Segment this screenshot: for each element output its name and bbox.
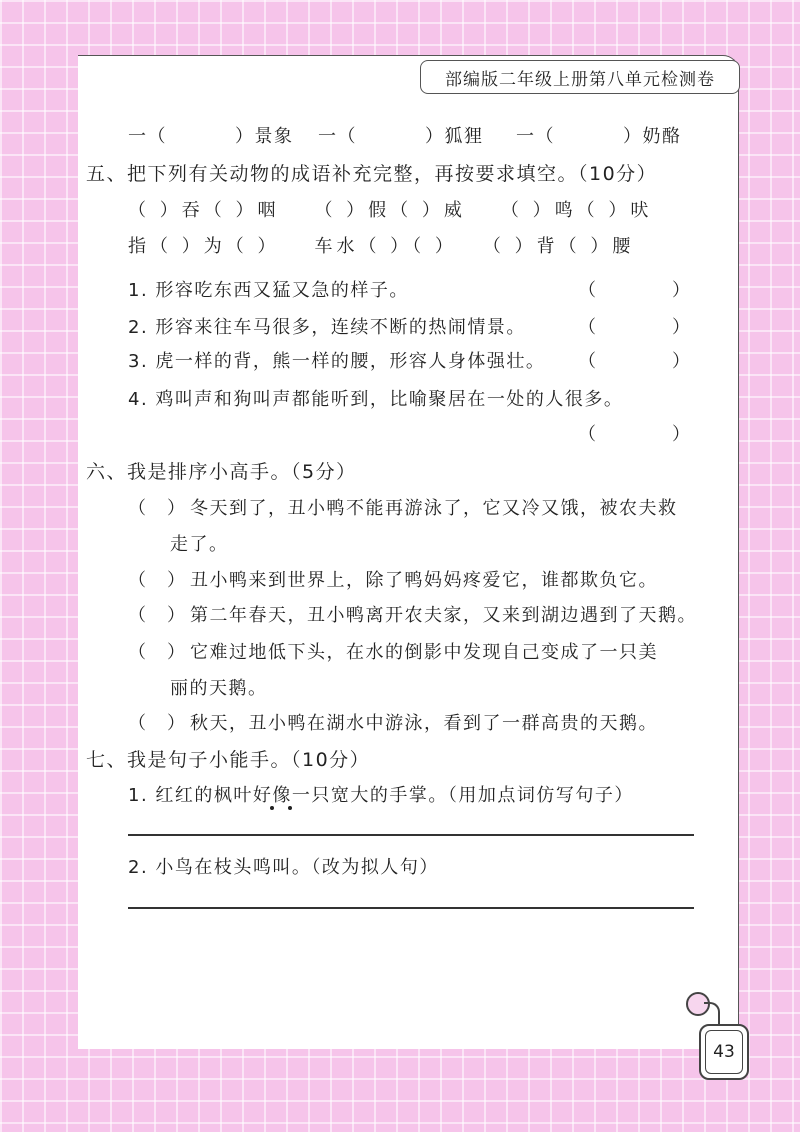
section5-item-2: 2. 形容来往车马很多，连续不断的热闹情景。 (128, 317, 526, 338)
emphasis-dot-2 (288, 806, 292, 810)
page-number-badge (699, 1024, 749, 1080)
answer-paren-open-3[interactable]: （ (578, 351, 596, 372)
order-item-4-cont: 丽的天鹅。 (170, 678, 268, 699)
section6-title: 六、我是排序小高手。（5分） (86, 461, 357, 483)
answer-paren-close-1[interactable]: ） (672, 280, 690, 301)
prev-line-item-2: 一（ ）狐狸 (318, 126, 484, 147)
answer-paren-close-4[interactable]: ） (672, 424, 690, 445)
order-paren-2[interactable]: （ ） (128, 570, 187, 591)
answer-paren-open-4[interactable]: （ (578, 424, 596, 445)
idiom-row-2[interactable]: 指（ ）为（ ） 车水（ ）（ ） （ ）背（ ）腰 (128, 236, 635, 257)
sentence-task-1: 1. 红红的枫叶好像一只宽大的手掌。（用加点词仿写句子） (128, 785, 634, 806)
section5-item-1: 1. 形容吃东西又猛又急的样子。 (128, 280, 409, 301)
order-paren-1[interactable]: （ ） (128, 498, 187, 519)
answer-paren-open-1[interactable]: （ (578, 280, 596, 301)
section5-title: 五、把下列有关动物的成语补充完整，再按要求填空。（10分） (86, 163, 658, 185)
answer-line-1[interactable] (128, 834, 694, 836)
answer-line-2[interactable] (128, 907, 694, 909)
prev-line-item-1: 一（ ）景象 (128, 126, 294, 147)
prev-line-item-3: 一（ ）奶酪 (516, 126, 682, 147)
worksheet-header: 部编版二年级上册第八单元检测卷 (420, 60, 740, 94)
order-paren-3[interactable]: （ ） (128, 605, 187, 626)
order-item-4: 它难过地低下头，在水的倒影中发现自己变成了一只美 (190, 642, 658, 663)
order-paren-4[interactable]: （ ） (128, 642, 187, 663)
order-item-1: 冬天到了，丑小鸭不能再游泳了，它又冷又饿，被农夫救 (190, 498, 678, 519)
answer-paren-close-3[interactable]: ） (672, 351, 690, 372)
section5-item-4: 4. 鸡叫声和狗叫声都能听到，比喻聚居在一处的人很多。 (128, 389, 624, 410)
order-item-2: 丑小鸭来到世界上，除了鸭妈妈疼爱它，谁都欺负它。 (190, 570, 658, 591)
answer-paren-open-2[interactable]: （ (578, 317, 596, 338)
page-number: 43 (713, 1042, 735, 1062)
order-item-3: 第二年春天，丑小鸭离开农夫家，又来到湖边遇到了天鹅。 (190, 605, 697, 626)
answer-paren-close-2[interactable]: ） (672, 317, 690, 338)
idiom-row-1[interactable]: （ ）吞（ ）咽 （ ）假（ ）威 （ ）鸣（ ）吠 (128, 200, 653, 221)
emphasis-dot-1 (270, 806, 274, 810)
order-item-1-cont: 走了。 (170, 534, 229, 555)
section5-item-3: 3. 虎一样的背，熊一样的腰，形容人身体强壮。 (128, 351, 546, 372)
order-item-5: 秋天，丑小鸭在湖水中游泳，看到了一群高贵的天鹅。 (190, 713, 658, 734)
sentence-task-2: 2. 小鸟在枝头鸣叫。（改为拟人句） (128, 857, 439, 878)
section7-title: 七、我是句子小能手。（10分） (86, 749, 371, 771)
order-paren-5[interactable]: （ ） (128, 713, 187, 734)
